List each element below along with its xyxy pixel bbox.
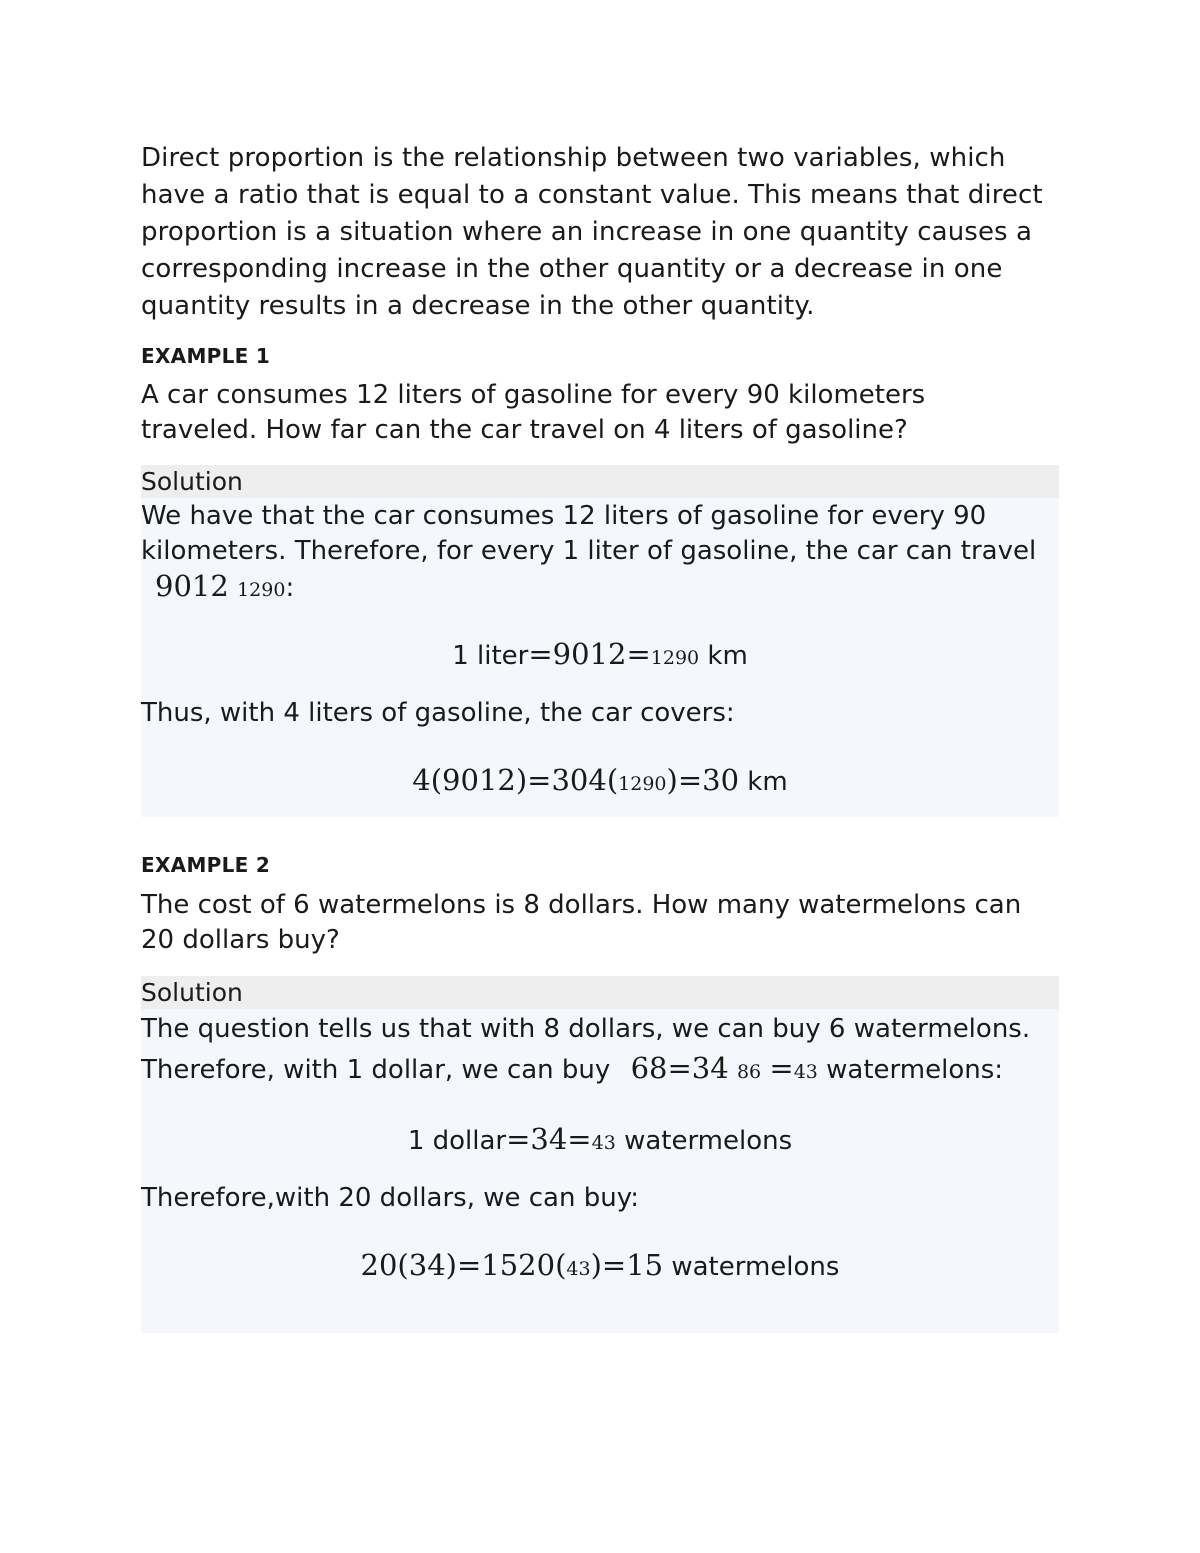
example-2-eq2-post: watermelons <box>671 1252 840 1282</box>
example-1-problem: A car consumes 12 liters of gasoline for every 90 kilometers traveled. How far can the car travel on 4 liters of gasoline? <box>141 380 926 445</box>
example-2-eq2-small: 43 <box>566 1258 591 1280</box>
example-1-eq2-post: km <box>747 767 788 797</box>
example-2-solution-text <box>141 1009 1059 1092</box>
example-2-eq1-pre: 1 dollar <box>407 1126 507 1156</box>
intro-paragraph: Direct proportion is the relationship between two variables, which have a ratio that is equal to a constant value. This means that direct proportion is a situation where an increase in one quantity causes a corresponding increase in the other quantity or a decrease in one quantity results in a decrease in the other quantity. <box>141 143 1043 321</box>
example-1-solution-box <box>141 465 1059 817</box>
example-2-eq2-math2: )=15 <box>590 1248 664 1282</box>
example-2-text1-end: watermelons: <box>826 1055 1004 1085</box>
example-2-eq1-math: =34= <box>506 1122 592 1156</box>
example-2-equation-2 <box>141 1245 1059 1285</box>
example-1-text1-small: 1290 <box>237 579 286 601</box>
example-1-solution-text <box>141 498 1059 608</box>
example-1-eq1-pre: 1 liter <box>452 641 529 671</box>
example-2-text1-small2: 43 <box>793 1061 818 1083</box>
example-1-eq1-math: =9012= <box>528 637 651 671</box>
example-2-eq1-small: 43 <box>591 1132 616 1154</box>
example-1-eq1-post: km <box>707 641 748 671</box>
example-2-solution-box <box>141 976 1059 1333</box>
example-1-eq1-small: 1290 <box>650 647 700 669</box>
example-1-text1: We have that the car consumes 12 liters of gasoline for every 90 kilometers. Therefore, for every 1 liter of gasoline, the car can travel <box>141 501 1037 566</box>
example-1-equation-1 <box>141 634 1059 674</box>
example-2-solution-header: Solution <box>141 976 1059 1009</box>
example-2-problem: The cost of 6 watermelons is 8 dollars. How many watermelons can 20 dollars buy? <box>141 890 1022 955</box>
example-1-eq2-math1: 4(9012)=304( <box>412 763 619 797</box>
example-2-text1-math2: = <box>769 1051 794 1085</box>
example-2-text1-math: 68=34 <box>630 1051 729 1085</box>
document-page <box>141 140 1059 1333</box>
example-1-heading: EXAMPLE 1 <box>141 344 271 368</box>
example-2-text1-small: 86 <box>736 1061 762 1083</box>
example-1-solution-header: Solution <box>141 465 1059 498</box>
example-1-eq2-small: 1290 <box>618 773 667 795</box>
example-1-text1-math: 9012 <box>155 569 229 603</box>
example-1-eq2-math2: )=30 <box>666 763 740 797</box>
example-1-equation-2 <box>141 760 1059 800</box>
example-2-eq1-post: watermelons <box>624 1126 793 1156</box>
example-2-eq2-math1: 20(34)=1520( <box>360 1248 567 1282</box>
example-2-text1: The question tells us that with 8 dollars, we can buy 6 watermelons. Therefore, with 1 dollar, we can buy <box>141 1014 1031 1085</box>
example-2-heading: EXAMPLE 2 <box>141 853 271 877</box>
example-1-text1-end: : <box>285 573 295 603</box>
example-2-equation-1 <box>141 1119 1059 1159</box>
example-1-text2: Thus, with 4 liters of gasoline, the car covers: <box>141 698 735 728</box>
example-2-text2: Therefore,with 20 dollars, we can buy: <box>141 1183 639 1213</box>
